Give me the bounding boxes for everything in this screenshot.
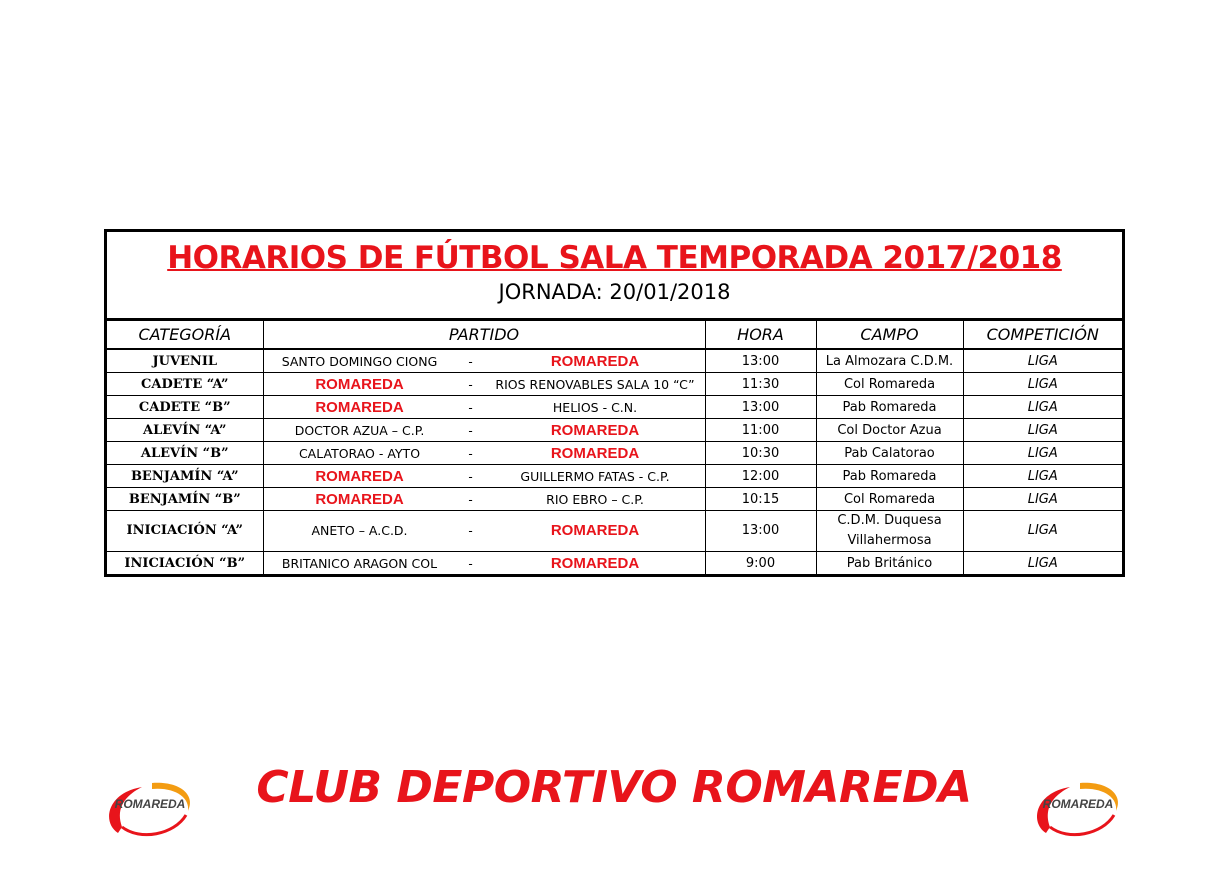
schedule-body	[107, 349, 1122, 574]
club-logo-left	[100, 775, 200, 845]
table-row	[107, 511, 1122, 552]
away-team: RIOS RENOVABLES SALA 10 “C”	[495, 376, 695, 392]
hora-cell: 13:00	[705, 396, 816, 419]
competicion-cell: LIGA	[963, 465, 1122, 488]
home-team: ROMAREDA	[315, 490, 404, 508]
away-team: ROMAREDA	[550, 444, 640, 462]
logo-text: ROMAREDA	[114, 797, 186, 811]
title-block	[107, 232, 1122, 320]
header-row	[107, 321, 1122, 350]
match-separator: -	[468, 491, 473, 507]
away-team: ROMAREDA	[550, 352, 640, 370]
campo-cell: C.D.M. Duquesa Villahermosa	[816, 511, 963, 552]
competicion-cell: LIGA	[963, 396, 1122, 419]
header-categoria: CATEGORÍA	[107, 321, 263, 350]
table-row	[107, 349, 1122, 373]
table-row	[107, 465, 1122, 488]
schedule-table-frame	[104, 229, 1125, 577]
categoria-cell: BENJAMÍN “A”	[107, 465, 263, 488]
table-row	[107, 373, 1122, 396]
away-team: RIO EBRO – C.P.	[546, 491, 644, 507]
header-campo: CAMPO	[816, 321, 963, 350]
hora-cell: 9:00	[705, 552, 816, 575]
hora-cell: 13:00	[705, 511, 816, 552]
match-separator: -	[468, 399, 473, 415]
match-separator: -	[468, 523, 473, 538]
match-separator: -	[468, 445, 473, 461]
home-team: DOCTOR AZUA – C.P.	[294, 422, 425, 438]
away-team: ROMAREDA	[550, 522, 640, 539]
categoria-cell: INICIACIÓN “A”	[107, 511, 263, 552]
home-team: BRITANICO ARAGON COL	[281, 555, 438, 571]
table-row	[107, 488, 1122, 511]
competicion-cell: LIGA	[963, 349, 1122, 373]
home-team: CALATORAO - AYTO	[298, 445, 421, 461]
partido-cell	[263, 465, 705, 488]
hora-cell: 11:30	[705, 373, 816, 396]
competicion-cell: LIGA	[963, 442, 1122, 465]
header-competicion: COMPETICIÓN	[963, 321, 1122, 350]
away-team: ROMAREDA	[550, 554, 640, 572]
club-logo-right	[1028, 775, 1128, 845]
logo-text: ROMAREDA	[1042, 797, 1114, 811]
match-separator: -	[468, 376, 473, 392]
partido-cell	[263, 419, 705, 442]
hora-cell: 11:00	[705, 419, 816, 442]
jornada-date: JORNADA: 20/01/2018	[498, 280, 731, 304]
competicion-cell: LIGA	[963, 488, 1122, 511]
campo-cell: Col Romareda	[816, 488, 963, 511]
home-team: ROMAREDA	[315, 375, 404, 393]
partido-cell	[263, 552, 705, 575]
campo-cell: Col Doctor Azua	[816, 419, 963, 442]
campo-cell: Pab Romareda	[816, 396, 963, 419]
page-title: HORARIOS DE FÚTBOL SALA TEMPORADA 2017/2018	[167, 240, 1062, 276]
categoria-cell: ALEVÍN “B”	[107, 442, 263, 465]
away-team: GUILLERMO FATAS - C.P.	[520, 468, 670, 484]
hora-cell: 12:00	[705, 465, 816, 488]
campo-cell: Col Romareda	[816, 373, 963, 396]
categoria-cell: INICIACIÓN “B”	[107, 552, 263, 575]
competicion-cell: LIGA	[963, 373, 1122, 396]
categoria-cell: CADETE “B”	[107, 396, 263, 419]
hora-cell: 13:00	[705, 349, 816, 373]
match-separator: -	[468, 353, 473, 369]
home-team: ROMAREDA	[315, 398, 404, 416]
partido-cell	[263, 373, 705, 396]
home-team: SANTO DOMINGO CIONG	[281, 353, 438, 369]
competicion-cell: LIGA	[963, 419, 1122, 442]
header-partido: PARTIDO	[263, 321, 705, 350]
campo-cell: La Almozara C.D.M.	[816, 349, 963, 373]
match-separator: -	[468, 422, 473, 438]
campo-cell: Pab Calatorao	[816, 442, 963, 465]
club-name-footer: CLUB DEPORTIVO ROMAREDA	[256, 762, 972, 813]
partido-cell	[263, 442, 705, 465]
competicion-cell: LIGA	[963, 552, 1122, 575]
home-team: ANETO – A.C.D.	[311, 523, 408, 538]
categoria-cell: JUVENIL	[107, 349, 263, 373]
match-separator: -	[468, 555, 473, 571]
header-hora: HORA	[705, 321, 816, 350]
partido-cell	[263, 349, 705, 373]
away-team: HELIOS - C.N.	[552, 399, 638, 415]
away-team: ROMAREDA	[550, 421, 640, 439]
categoria-cell: BENJAMÍN “B”	[107, 488, 263, 511]
categoria-cell: ALEVÍN “A”	[107, 419, 263, 442]
table-row	[107, 442, 1122, 465]
match-separator: -	[468, 468, 473, 484]
campo-cell: Pab Romareda	[816, 465, 963, 488]
hora-cell: 10:30	[705, 442, 816, 465]
partido-cell	[263, 511, 705, 552]
campo-cell: Pab Británico	[816, 552, 963, 575]
competicion-cell: LIGA	[963, 511, 1122, 552]
schedule-table	[107, 320, 1122, 574]
table-row	[107, 396, 1122, 419]
home-team: ROMAREDA	[315, 467, 404, 485]
table-row	[107, 419, 1122, 442]
categoria-cell: CADETE “A”	[107, 373, 263, 396]
partido-cell	[263, 488, 705, 511]
table-row	[107, 552, 1122, 575]
hora-cell: 10:15	[705, 488, 816, 511]
partido-cell	[263, 396, 705, 419]
